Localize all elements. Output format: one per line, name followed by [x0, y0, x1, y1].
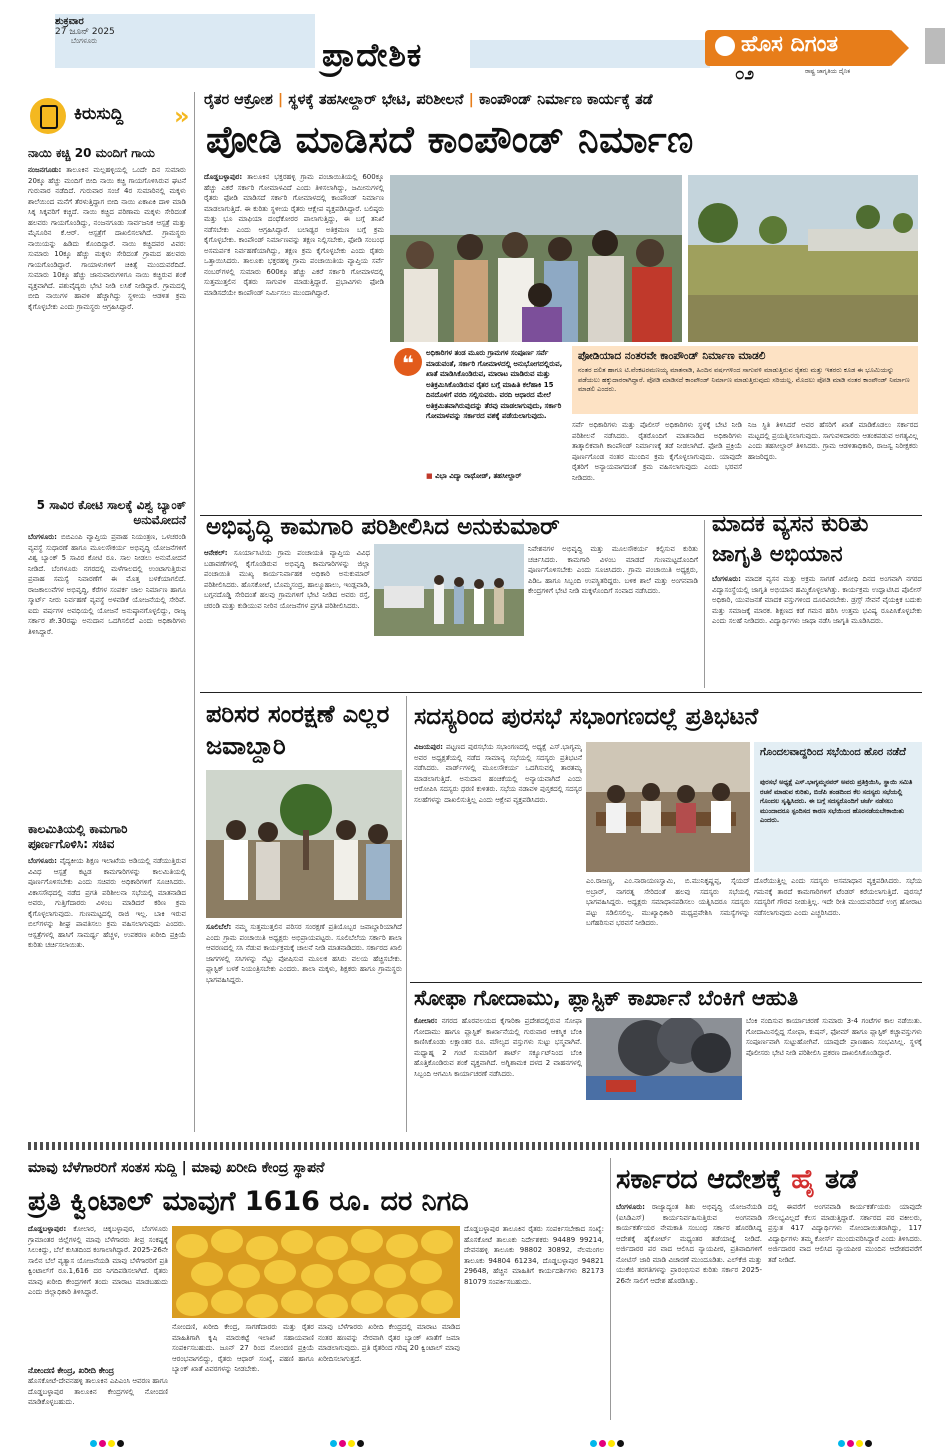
- fire-photo: [586, 1018, 742, 1100]
- sofa-col3: [746, 1016, 922, 1136]
- yellow-dot: [856, 1440, 863, 1447]
- crowd-illustration: [390, 175, 682, 342]
- kiru-brief-1: [28, 146, 186, 499]
- black-dot: [357, 1440, 364, 1447]
- cyan-dot: [90, 1440, 97, 1447]
- brief-body: [28, 856, 186, 1156]
- page-number: ೦೨: [735, 64, 755, 84]
- court-headline-post: ತಡೆ: [824, 1164, 858, 1195]
- compound-land-photo: [688, 175, 918, 342]
- hand-icon: [40, 105, 58, 129]
- parisara-body: [206, 922, 402, 1132]
- kicker-sep: |: [277, 92, 289, 108]
- masthead-right-bar: [470, 40, 710, 68]
- brief-text: ವೈದ್ಯಕೀಯ ಶಿಕ್ಷಣ ಇಲಾಖೆಯ ಅಡಿಯಲ್ಲಿ ನಡೆಯುತ್ತಿರುವ ವಿವಿಧ ಆಸ್ಪತ್ರೆ ಕಟ್ಟಡ ಕಾಮಗಾರಿಗಳನ್ನು ಕಾಲಮಿತಿಯಲ್ಲಿ ಪೂರ್ಣಗೊಳಿಸಬೇಕು ಎಂದು ಸಚಿವರು ಅಧಿಕಾರಿಗಳಿಗೆ ಸೂಚಿಸಿದರು. ವಿಕಾಸಸೌಧದಲ್ಲಿ ನಡೆದ ಪ್ರಗತಿ ಪರಿಶೀಲನಾ ಸಭೆಯಲ್ಲಿ ಮಾತನಾಡಿದ ಅವರು, ಗುತ್ತಿಗೆದಾರರು ವಿಳಂಬ ಮಾಡಿದರೆ ಕಠಿಣ ಕ್ರಮ ಕೈಗೊಳ್ಳಲಾಗುವುದು. ಗುಣಮಟ್ಟದಲ್ಲಿ ರಾಜಿ ಇಲ್ಲ. ಬಾಕಿ ಇರುವ ಬಿಲ್‌ಗಳನ್ನು ಶೀಘ್ರ ಪಾವತಿಸಲು ಕ್ರಮ ವಹಿಸಲಾಗುವುದು ಎಂದರು. ಆಸ್ಪತ್ರೆಗಳಲ್ಲಿ ಹಾಸಿಗೆ ಸಾಮರ್ಥ್ಯ ಹೆಚ್ಚಳ, ಉಪಕರಣ ಖರೀದಿ ಪ್ರಕ್ರಿಯೆ ಕುರಿತು ಚರ್ಚಿಸಲಾಯಿತು.: [28, 857, 186, 949]
- court-dateline: ಬೆಂಗಳೂರು:: [616, 1203, 645, 1211]
- magenta-dot: [99, 1440, 106, 1447]
- council-meeting-photo: [586, 742, 750, 872]
- anukumar-col2-text: ನಿವೇಶನಗಳ ಅಭಿವೃದ್ಧಿ ಮತ್ತು ಮೂಲಸೌಕರ್ಯ ಕಲ್ಪಿಸುವ ಕುರಿತು ಚರ್ಚಿಸಿದರು. ಕಾಮಗಾರಿ ವಿಳಂಬ ಮಾಡದೆ ಗುಣಮಟ್ಟದೊಂದಿಗೆ ಪೂರ್ಣಗೊಳಿಸಬೇಕು ಎಂದು ಸೂಚಿಸಿದರು. ಗ್ರಾಮ ಪಂಚಾಯಿತಿ ಅಧ್ಯಕ್ಷರು, ಪಿಡಿಒ ಹಾಗೂ ಸಿಬ್ಬಂದಿ ಉಪಸ್ಥಿತರಿದ್ದರು. ಬಳಿಕ ಶಾಲೆ ಮತ್ತು ಅಂಗನವಾಡಿ ಕೇಂದ್ರಗಳಿಗೆ ಭೇಟಿ ನೀಡಿ ಮಕ್ಕಳೊಂದಿಗೆ ಸಂವಾದ ನಡೆಸಿದರು.: [528, 545, 698, 595]
- masthead-city: ಬೆಂಗಳೂರು: [71, 37, 98, 45]
- sidebar-text: ನಂತರ ದಲಿತ ಹಾಗೂ ಟಿ.ವೆಂಕಟರಮಣಯ್ಯ ಮಾತನಾಡಿ, ಹಿಂದಿನ ವರ್ಷಗಳಿಂದ ಸಾಗುವಳಿ ಮಾಡುತ್ತಿರುವ ರೈತರು ಮತ್ತು ಇತರರು ಕೂಡ ಈ ಭೂಮಿಯನ್ನು ಪಡೆಯಲು ಹಕ್ಕುದಾರರಾಗಿದ್ದಾರೆ. ಪೋಡಿ ಮಾಡಿಸದೆ ಕಾಂಪೌಂಡ್ ನಿರ್ಮಾಣ ಮಾಡುತ್ತಿರುವುದು ಸರಿಯಲ್ಲ. ಮೊದಲು ಪೋಡಿ ಮಾಡಿ ನಂತರ ಕಾಂಪೌಂಡ್ ನಿರ್ಮಾಣ ಮಾಡಲಿ ಎಂದರು.: [578, 366, 910, 393]
- mango-photo: [172, 1226, 460, 1318]
- mango-col2: [172, 1322, 314, 1418]
- tree-planting-photo: [206, 770, 402, 918]
- mango-sub-title: ನೋಂದಣಿ ಕೇಂದ್ರ, ಖರೀದಿ ಕೇಂದ್ರ: [28, 1366, 115, 1375]
- section-title: ಪ್ರಾದೇಶಿಕ: [322, 36, 423, 74]
- sofa-headline: ಸೋಫಾ ಗೋದಾಮು, ಪ್ಲಾಸ್ಟಿಕ್ ಕಾರ್ಖಾನೆ ಬೆಂಕಿಗೆ ಆಹುತಿ: [414, 986, 799, 1010]
- court-col1: [616, 1202, 762, 1418]
- anukumar-headline: ಅಭಿವೃದ್ಧಿ ಕಾಮಗಾರಿ ಪರಿಶೀಲಿಸಿದ ಅನುಕುಮಾರ್: [206, 514, 560, 540]
- yellow-dot: [348, 1440, 355, 1447]
- lead-col5: [572, 420, 742, 512]
- kiru-brief-2: [28, 498, 186, 812]
- left-column-divider: [194, 92, 195, 1132]
- madaka-headline: ಮಾದಕ ವ್ಯಸನ ಕುರಿತು ಜಾಗೃತಿ ಅಭಿಯಾನ: [712, 512, 869, 567]
- brief-body: [28, 532, 186, 812]
- land-illustration: [688, 175, 918, 342]
- chevron-right-icon: »: [174, 102, 190, 130]
- court-left-divider: [610, 1158, 611, 1420]
- inspection-illustration: [374, 544, 524, 636]
- sadasya-dateline: ವಿಜಯಪುರ:: [414, 743, 443, 751]
- court-headline-hl: ಹೈ: [791, 1164, 816, 1195]
- paper-tagline: ರಾಷ್ಟ್ರ ಜಾಗೃತಿಯ ದೈನಿಕ: [805, 68, 851, 75]
- madaka-body: [712, 574, 922, 686]
- madaka-text: ಮಾದಕ ವ್ಯಸನ ಮತ್ತು ಅಕ್ರಮ ಸಾಗಣೆ ವಿರೋಧಿ ದಿನದ ಅಂಗವಾಗಿ ನಗರದ ವಿದ್ಯಾಸಂಸ್ಥೆಯಲ್ಲಿ ಜಾಗೃತಿ ಅಭಿಯಾನ ಹಮ್ಮಿಕೊಳ್ಳಲಾಗಿತ್ತು. ಕಾರ್ಯಕ್ರಮ ಉದ್ಘಾಟಿಸಿದ ಪೊಲೀಸ್ ಅಧಿಕಾರಿ, ಯುವಜನತೆ ಮಾದಕ ವಸ್ತುಗಳಿಂದ ದೂರವಿರಬೇಕು. ಡ್ರಗ್ಸ್ ಸೇವನೆ ವೈಯಕ್ತಿಕ ಬದುಕು ಮತ್ತು ಸಮಾಜಕ್ಕೆ ಮಾರಕ. ಶಿಕ್ಷಣದ ಕಡೆ ಗಮನ ಹರಿಸಿ ಉತ್ತಮ ಭವಿಷ್ಯ ರೂಪಿಸಿಕೊಳ್ಳಬೇಕು ಎಂದು ಸಲಹೆ ನೀಡಿದರು. ವಿದ್ಯಾರ್ಥಿಗಳು ಜಾಥಾ ನಡೆಸಿ ಜಾಗೃತಿ ಮೂಡಿಸಿದರು.: [712, 575, 922, 625]
- brief-text: ತಾಲೂಕಿನ ಮಲ್ಲಹಳ್ಳಿಯಲ್ಲಿ ಒಂದೇ ದಿನ ಸುಮಾರು 20ಕ್ಕೂ ಹೆಚ್ಚು ಮಂದಿಗೆ ಬೀದಿ ನಾಯಿ ಕಚ್ಚಿ ಗಾಯಗೊಳಿಸಿರುವ ಘಟನೆ ಗುರುವಾರ ನಡೆದಿದೆ. ಗುರುವಾರ ಸಂಜೆ 4ರ ಸುಮಾರಿನಲ್ಲಿ ಮಕ್ಕಳು ಶಾಲೆಯಿಂದ ಮನೆಗೆ ತೆರಳುತ್ತಿದ್ದಾಗ ಬೀದಿ ನಾಯಿ ಏಕಾಏಕಿ ದಾಳಿ ಮಾಡಿ ಸಿಕ್ಕ ಸಿಕ್ಕವರಿಗೆ ಕಚ್ಚಿದೆ. ನಾಯಿ ಕಚ್ಚಿದ ಪರಿಣಾಮ ಮಕ್ಕಳು ಸೇರಿದಂತೆ ಹಲವರು ಗಾಯಗೊಂಡಿದ್ದು, ನಂಜನಗೂಡು ಸಾರ್ವಜನಿಕ ಆಸ್ಪತ್ರೆ ಮತ್ತು ಮೈಸೂರಿನ ಕೆ.ಆರ್. ಆಸ್ಪತ್ರೆಗೆ ದಾಖಲಿಸಲಾಗಿದೆ. ಗ್ರಾಮಸ್ಥರು ನಾಯಿಯನ್ನು ಹಿಡಿದು ಕೊಂದಿದ್ದಾರೆ. ನಾಯಿ ಕಚ್ಚಿದವರ ವಿವರ: ಸುಮಾರು 10ಕ್ಕೂ ಹೆಚ್ಚು ಮಕ್ಕಳು ಸೇರಿದಂತೆ ಗ್ರಾಮದ ಹಲವರು ಗಾಯಗೊಂಡಿದ್ದಾರೆ. ಗಾಯಾಳುಗಳಿಗೆ ಚಿಕಿತ್ಸೆ ಮುಂದುವರೆದಿದೆ. ಸುಮಾರು 10ಕ್ಕೂ ಹೆಚ್ಚು ಜಾನುವಾರುಗಳಿಗೂ ನಾಯಿ ಕಚ್ಚಿರುವ ಶಂಕೆ ವ್ಯಕ್ತವಾಗಿದೆ. ಪಶುವೈದ್ಯರು ಭೇಟಿ ನೀಡಿ ಲಸಿಕೆ ನೀಡಿದ್ದಾರೆ. ಗ್ರಾಮದಲ್ಲಿ ಬೀದಿ ನಾಯಿಗಳ ಹಾವಳಿ ಹೆಚ್ಚಾಗಿದ್ದು ಸ್ಥಳೀಯ ಆಡಳಿತ ಕ್ರಮ ಕೈಗೊಳ್ಳಬೇಕು ಎಂದು ಗ್ರಾಮಸ್ಥರು ಆಗ್ರಹಿಸಿದ್ದಾರೆ.: [28, 166, 186, 311]
- masthead: [0, 0, 945, 86]
- yellow-dot: [608, 1440, 615, 1447]
- black-dot: [617, 1440, 624, 1447]
- mango-dateline: ದೊಡ್ಡಬಳ್ಳಾಪುರ:: [28, 1225, 67, 1233]
- inspection-photo: [374, 544, 524, 636]
- tahsildar-quote: [392, 346, 570, 506]
- sofa-col1: [414, 1016, 582, 1136]
- lead-headline: ಪೋಡಿ ಮಾಡಿಸದೆ ಕಾಂಪೌಂಡ್ ನಿರ್ಮಾಣ: [206, 118, 694, 161]
- cyan-dot: [590, 1440, 597, 1447]
- mid-rule: [200, 692, 922, 693]
- paper-logo: [705, 30, 917, 86]
- mango-headline: ಪ್ರತಿ ಕ್ವಿಂಟಾಲ್ ಮಾವುಗೆ 1616 ರೂ. ದರ ನಿಗದಿ: [28, 1186, 469, 1217]
- sadasya-col2: [586, 876, 750, 980]
- magenta-dot: [599, 1440, 606, 1447]
- bottom-separator: [28, 1142, 922, 1150]
- black-dot: [865, 1440, 872, 1447]
- kicker-part-1: ರೈತರ ಆಕ್ರೋಶ: [204, 92, 273, 108]
- sofa-dateline: ಕೋಲಾರ:: [414, 1017, 438, 1025]
- mango-col1-text: ಕೋಲಾರ, ಚಿಕ್ಕಬಳ್ಳಾಪುರ, ಬೆಂಗಳೂರು ಗ್ರಾಮಾಂತರ ಜಿಲ್ಲೆಗಳಲ್ಲಿ ಮಾವು ಬೆಳೆಗಾರರು ತೀವ್ರ ಸಂಕಷ್ಟಕ್ಕೆ ಸಿಲುಕಿದ್ದು, ಬೆಲೆ ಕುಸಿತದಿಂದ ಕಂಗಾಲಾಗಿದ್ದಾರೆ. 2025-26ನೇ ಸಾಲಿನ ಬೆಲೆ ವ್ಯತ್ಯಾಸ ಯೋಜನೆಯಡಿ ಮಾವು ಬೆಳೆಗಾರರಿಗೆ ಪ್ರತಿ ಕ್ವಿಂಟಾಲ್‌ಗೆ ರೂ.1,616 ದರ ನಿಗದಿಪಡಿಸಲಾಗಿದೆ. ರೈತರು ಮಾವು ಖರೀದಿ ಕೇಂದ್ರಗಳಿಗೆ ತಂದು ಮಾರಾಟ ಮಾಡಬಹುದು ಎಂದು ಜಿಲ್ಲಾಧಿಕಾರಿ ತಿಳಿಸಿದ್ದಾರೆ.: [28, 1225, 168, 1296]
- mango-col3-text: ಮಾವು ಬೆಳೆಗಾರರು ಖರೀದಿ ಕೇಂದ್ರದಲ್ಲಿ ಮಾರಾಟ ಮಾಡಿದ ನಂತರ ಹಣವನ್ನು ನೇರವಾಗಿ ರೈತರ ಬ್ಯಾಂಕ್ ಖಾತೆಗೆ ಜಮಾ ಮಾಡಲಾಗುವುದು. ಪ್ರತಿ ರೈತರಿಂದ ಗರಿಷ್ಠ 20 ಕ್ವಿಂಟಾಲ್ ಮಾವು ಖರೀದಿಸಲಾಗುತ್ತದೆ.: [318, 1323, 460, 1363]
- meeting-illustration: [586, 742, 750, 872]
- print-registration-dots-left: [90, 1432, 126, 1451]
- mango-col4: [464, 1224, 604, 1418]
- lead-col1: [204, 172, 384, 512]
- sofa-col3-text: ಬೆಂಕಿ ನಂದಿಸುವ ಕಾರ್ಯಾಚರಣೆ ಸುಮಾರು 3-4 ಗಂಟೆಗಳ ಕಾಲ ನಡೆಯಿತು. ಗೋದಾಮಿನಲ್ಲಿದ್ದ ಸೋಫಾ, ಕುಷನ್, ಫೋಮ್ ಹಾಗೂ ಪ್ಲಾಸ್ಟಿಕ್ ಕಚ್ಚಾವಸ್ತುಗಳು ಸಂಪೂರ್ಣವಾಗಿ ಸುಟ್ಟುಹೋಗಿವೆ. ಯಾವುದೇ ಪ್ರಾಣಹಾನಿ ಸಂಭವಿಸಿಲ್ಲ. ಸ್ಥಳಕ್ಕೆ ಪೊಲೀಸರು ಭೇಟಿ ನೀಡಿ ಪರಿಶೀಲಿಸಿ ಪ್ರಕರಣ ದಾಖಲಿಸಿಕೊಂಡಿದ್ದಾರೆ.: [746, 1017, 922, 1057]
- page-corner-tab: [925, 28, 945, 64]
- yellow-dot: [108, 1440, 115, 1447]
- sadasya-col1-text: ಪಟ್ಟಣದ ಪುರಸಭೆಯ ಸಭಾಂಗಣದಲ್ಲಿ ಅಧ್ಯಕ್ಷೆ ಎಸ್.ಭಾಗ್ಯಮ್ಮ ಅವರ ಅಧ್ಯಕ್ಷತೆಯಲ್ಲಿ ನಡೆದ ಸಾಮಾನ್ಯ ಸಭೆಯಲ್ಲಿ ಸದಸ್ಯರು ಪ್ರತಿಭಟನೆ ನಡೆಸಿದರು. ವಾರ್ಡ್‌ಗಳಲ್ಲಿ ಮೂಲಸೌಕರ್ಯ ಒದಗಿಸುವಲ್ಲಿ ತಾರತಮ್ಯ ಮಾಡಲಾಗುತ್ತಿದೆ. ಅನುದಾನ ಹಂಚಿಕೆಯಲ್ಲಿ ಅನ್ಯಾಯವಾಗಿದೆ ಎಂದು ಆರೋಪಿಸಿ ಸದಸ್ಯರು ಧರಣಿ ಕುಳಿತರು. ಸಭೆಯ ನಡಾವಳಿ ಪುಸ್ತಕದಲ್ಲಿ ಸದಸ್ಯರ ಸಲಹೆಗಳನ್ನು ದಾಖಲಿಸುತ್ತಿಲ್ಲ ಎಂದು ಆಕ್ಷೇಪ ವ್ಯಕ್ತಪಡಿಸಿದರು.: [414, 743, 582, 804]
- court-col1-text: ರಾಜ್ಯಾದ್ಯಂತ ಶಿಶು ಅಭಿವೃದ್ಧಿ ಯೋಜನೆಯಡಿ (ಐಸಿಡಿಎಸ್) ಕಾರ್ಯನಿರ್ವಹಿಸುತ್ತಿರುವ ಅಂಗನವಾಡಿ ಕಾರ್ಯಕರ್ತೆಯರ ನೇಮಕಾತಿ ಸಂಬಂಧ ಸರ್ಕಾರ ಹೊರಡಿಸಿದ್ದ ಆದೇಶಕ್ಕೆ ಹೈಕೋರ್ಟ್ ಮಧ್ಯಂತರ ತಡೆಯಾಜ್ಞೆ ನೀಡಿದೆ. ಅರ್ಜಿದಾರರ ಪರ ವಾದ ಆಲಿಸಿದ ನ್ಯಾಯಪೀಠ, ಪ್ರತಿವಾದಿಗಳಿಗೆ ನೋಟಿಸ್ ಜಾರಿ ಮಾಡಿ ವಿಚಾರಣೆ ಮುಂದೂಡಿತು. ಎಲ್‌ಕೆಜಿ ಮತ್ತು ಯುಕೆಜಿ ತರಗತಿಗಳನ್ನು ಪ್ರಾರಂಭಿಸುವ ಕುರಿತು ಸರ್ಕಾರ 2025-26ನೇ ಸಾಲಿಗೆ ಆದೇಶ ಹೊರಡಿಸಿತ್ತು.: [616, 1203, 762, 1285]
- anukumar-col1-text: ಸೂರ್ಯಾಸಿಟಿಯ ಗ್ರಾಮ ಪಂಚಾಯತಿ ವ್ಯಾಪ್ತಿಯ ವಿವಿಧ ಬಡಾವಣೆಗಳಲ್ಲಿ ಕೈಗೊಂಡಿರುವ ಅಭಿವೃದ್ಧಿ ಕಾಮಗಾರಿಗಳನ್ನು ಜಿಲ್ಲಾ ಪಂಚಾಯಿತಿ ಮುಖ್ಯ ಕಾರ್ಯನಿರ್ವಾಹಕ ಅಧಿಕಾರಿ ಅನುಕುಮಾರ್ ಪರಿಶೀಲಿಸಿದರು. ಹೊಸಕೋಟೆ, ಬೊಮ್ಮಸಂದ್ರ, ಹಾಲ್ಮೂಹಾಲು, ಇಂಡ್ಲವಾಡಿ, ಬಗ್ಗನದೊಡ್ಡಿ ಸೇರಿದಂತೆ ಹಲವು ಗ್ರಾಮಗಳಿಗೆ ಭೇಟಿ ನೀಡಿದ ಅವರು ರಸ್ತೆ, ಚರಂಡಿ ಮತ್ತು ಕುಡಿಯುವ ನೀರಿನ ಯೋಜನೆಗಳ ಪ್ರಗತಿ ಪರಿಶೀಲಿಸಿದರು.: [204, 549, 370, 610]
- masthead-date: 27 ಜೂನ್ 2025: [55, 27, 115, 37]
- sadasya-col2-text: ಎಂ.ರಾಜಣ್ಣ, ಎಂ.ನಾರಾಯಣಸ್ವಾಮಿ, ಬಿ.ಮುನಿಕೃಷ್ಣಪ್ಪ, ಸೈಯದ್ ಅಬ್ರಾರ್, ನಾಗರತ್ನ ಸೇರಿದಂತೆ ಹಲವು ಸದಸ್ಯರು ಸಭೆಯಲ್ಲಿ ಭಾಗವಹಿಸಿದ್ದರು. ಅಧ್ಯಕ್ಷರು ಸಮಾಧಾನಪಡಿಸಲು ಯತ್ನಿಸಿದರೂ ಸದಸ್ಯರು ಪಟ್ಟು ಸಡಿಲಿಸಲಿಲ್ಲ. ಮುಖ್ಯಾಧಿಕಾರಿ ಮಧ್ಯಪ್ರವೇಶಿಸಿ ಸಮಸ್ಯೆಗಳನ್ನು ಬಗೆಹರಿಸುವ ಭರವಸೆ ನೀಡಿದರು.: [586, 877, 750, 927]
- sadasya-col3: [754, 876, 922, 980]
- sadasya-col1: [414, 742, 582, 898]
- court-col2-text: ದಲ್ಲಿ ಈವರೆಗೆ ಅಂಗನವಾಡಿ ಕಾರ್ಯಕರ್ತೆಯರು ಯಾವುದೇ ಸೌಲಭ್ಯವಿಲ್ಲದೆ ಕೆಲಸ ಮಾಡುತ್ತಿದ್ದಾರೆ. ಸರ್ಕಾರದ ಪರ ವಕೀಲರು, ಪ್ರಸ್ತುತ 417 ವಿದ್ಯಾರ್ಥಿಗಳು ನೋಂದಾಯಿತರಾಗಿದ್ದು, 117 ವಿದ್ಯಾರ್ಥಿಗಳು ತಮ್ಮ ಕೋರ್ಸ್ ಮುಂದುವರಿಸಿದ್ದಾರೆ ಎಂದು ತಿಳಿಸಿದರು. ಅರ್ಜಿದಾರರ ವಾದ ಆಲಿಸಿದ ನ್ಯಾಯಪೀಠ ಮುಂದಿನ ಆದೇಶದವರೆಗೆ ತಡೆ ನೀಡಿದೆ.: [768, 1203, 922, 1264]
- lead-col6-text: ನಿಜ ಸ್ಥಿತಿ ತಿಳಿಸಿದರೆ ಅವರ ಹೆಸರಿಗೆ ಖಾತೆ ಮಾಡಿಕೊಡಲು ಸರ್ಕಾರದ ಮಟ್ಟದಲ್ಲಿ ಪ್ರಯತ್ನಿಸಲಾಗುವುದು. ಸಾಗುವಳಿದಾರರು ಆತಂಕಪಡುವ ಅಗತ್ಯವಿಲ್ಲ ಎಂದು ತಹಸೀಲ್ದಾರ್ ತಿಳಿಸಿದರು. ಗ್ರಾಮ ಆಡಳಿತಾಧಿಕಾರಿ, ರಾಜಸ್ವ ನಿರೀಕ್ಷಕರು ಹಾಜರಿದ್ದರು.: [748, 421, 918, 461]
- quote-icon: ❝: [394, 348, 422, 376]
- quote-attribution: ■ ವಿಭಾ ವಿದ್ಯಾ ರಾಥೋಡ್, ತಹಸೀಲ್ದಾರ್: [426, 472, 522, 480]
- brief-body: [28, 165, 186, 499]
- lead-dateline: ದೊಡ್ಡಬಳ್ಳಾಪುರ:: [204, 173, 243, 181]
- court-headline: [616, 1160, 858, 1200]
- mango-col2-text: ನೋಂದಣಿ, ಖರೀದಿ ಕೇಂದ್ರ, ಸಾಗಣೆದಾರರು ಮತ್ತು ರೈತರ ಮಾಹಿತಿಗಾಗಿ ಕೃಷಿ ಮಾರುಕಟ್ಟೆ ಇಲಾಖೆ ಸಹಾಯವಾಣಿ ಸಂಪರ್ಕಿಸಬಹುದು. ಜೂನ್ 27 ರಿಂದ ನೋಂದಣಿ ಪ್ರಕ್ರಿಯೆ ಆರಂಭವಾಗಲಿದ್ದು, ರೈತರು ಆಧಾರ್ ಸಂಖ್ಯೆ, ಪಹಣಿ ಹಾಗೂ ಬ್ಯಾಂಕ್ ಖಾತೆ ವಿವರಗಳನ್ನು ನೀಡಬೇಕು.: [172, 1323, 314, 1373]
- madaka-dateline: ಬೆಂಗಳೂರು:: [712, 575, 741, 583]
- masthead-day: ಶುಕ್ರವಾರ: [55, 16, 84, 27]
- print-registration-dots-right: [838, 1432, 874, 1451]
- farmers-crowd-photo: [390, 175, 682, 342]
- parisara-text: ನಮ್ಮ ಸುತ್ತಮುತ್ತಲಿನ ಪರಿಸರ ಸಂರಕ್ಷಣೆ ಪ್ರತಿಯೊಬ್ಬರ ಜವಾಬ್ದಾರಿಯಾಗಿದೆ ಎಂದು ಗ್ರಾಮ ಪಂಚಾಯಿತಿ ಅಧ್ಯಕ್ಷರು ಅಭಿಪ್ರಾಯಪಟ್ಟರು. ಸೂಲಿಬೆಲೆಯ ಸರ್ಕಾರಿ ಶಾಲಾ ಆವರಣದಲ್ಲಿ ಸಸಿ ನೆಡುವ ಕಾರ್ಯಕ್ರಮಕ್ಕೆ ಚಾಲನೆ ನೀಡಿ ಮಾತನಾಡಿದರು. ಸರ್ಕಾರದ ಖಾಲಿ ಜಾಗಗಳಲ್ಲಿ ಸಸಿಗಳನ್ನು ನೆಟ್ಟು ಪೋಷಿಸುವ ಮೂಲಕ ಹಸಿರು ವಲಯ ಹೆಚ್ಚಿಸಬೇಕು. ಪ್ಲಾಸ್ಟಿಕ್ ಬಳಕೆ ನಿಯಂತ್ರಿಸಬೇಕು ಎಂದರು. ಶಾಲಾ ಮಕ್ಕಳು, ಶಿಕ್ಷಕರು ಹಾಗೂ ಗ್ರಾಮಸ್ಥರು ಭಾಗವಹಿಸಿದ್ದರು.: [206, 923, 402, 984]
- kiru-header: [30, 96, 190, 138]
- kiru-brief-3: [28, 822, 186, 1156]
- kicker-part-3: ಕಾಂಪೌಂಡ್ ನಿರ್ಮಾಣ ಕಾರ್ಯಕ್ಕೆ ತಡೆ: [478, 92, 653, 108]
- brief-headline: ಕಾಲಮಿತಿಯಲ್ಲಿ ಕಾಮಗಾರಿ ಪೂರ್ಣಗೊಳಿಸಿ: ಸಚಿವ: [28, 822, 128, 851]
- date-block: [55, 16, 175, 46]
- box-text: ಪುರಸಭೆ ಅಧ್ಯಕ್ಷೆ ಎಸ್.ಭಾಗ್ಯಮ್ಮನವರ್ ಅವರು ಪ್ರತಿಕ್ರಿಯಿಸಿ, ಸ್ಥಾಯಿ ಸಮಿತಿ ರಚನೆ ಮಾಡುವ ಕುರಿತು, ಬಿಜೆಪಿ ತಂಡದಿಂದ ಕೆಲ ಸದಸ್ಯರು ಸಭೆಯಲ್ಲಿ ಗೊಂದಲ ಸೃಷ್ಟಿಸಿದರು. ಈ ಬಗ್ಗೆ ಸದಸ್ಯರೊಂದಿಗೆ ಚರ್ಚೆ ನಡೆಸಲು ಮುಂದಾದರೂ ಸ್ಪಂದಿಸದ ಕಾರಣ ಸಭೆಯಿಂದ ಹೊರನಡೆಯಬೇಕಾಯಿತು ಎಂದರು.: [760, 778, 913, 824]
- mango-col3: [318, 1322, 460, 1418]
- print-registration-dots-mid: [590, 1432, 626, 1451]
- cyan-dot: [330, 1440, 337, 1447]
- mango-kicker: ಮಾವು ಬೆಳೆಗಾರರಿಗೆ ಸಂತಸ ಸುದ್ದಿ | ಮಾವು ಖರೀದಿ ಕೇಂದ್ರ ಸ್ಥಾಪನೆ: [28, 1160, 325, 1176]
- logo-tail: [891, 30, 909, 66]
- parisara-dateline: ಸೂಲಿಬೆಲೆ:: [206, 923, 232, 931]
- sadasya-headline: ಸದಸ್ಯರಿಂದ ಪುರಸಭೆ ಸಭಾಂಗಣದಲ್ಲೆ ಪ್ರತಿಭಟನೆ: [414, 704, 759, 730]
- brief-text: ಬಿಬಿಎಂಪಿ ವ್ಯಾಪ್ತಿಯ ಪ್ರವಾಹ ನಿಯಂತ್ರಣ, ಒಳಚರಂಡಿ ವ್ಯವಸ್ಥೆ ಸುಧಾರಣೆ ಹಾಗೂ ಮೂಲಸೌಕರ್ಯ ಅಭಿವೃದ್ಧಿ ಯೋಜನೆಗಳಿಗೆ ವಿಶ್ವ ಬ್ಯಾಂಕ್ 5 ಸಾವಿರ ಕೋಟಿ ರೂ. ಸಾಲ ನೀಡಲು ಅನುಮೋದನೆ ನೀಡಿದೆ. ಬೆಂಗಳೂರು ನಗರದಲ್ಲಿ ಮಳೆಗಾಲದಲ್ಲಿ ಉಂಟಾಗುತ್ತಿರುವ ಪ್ರವಾಹ ಸಮಸ್ಯೆ ನಿವಾರಣೆಗೆ ಈ ಮೊತ್ತ ಬಳಕೆಯಾಗಲಿದೆ. ರಾಜಕಾಲುವೆಗಳ ಅಭಿವೃದ್ಧಿ, ಕೆರೆಗಳ ಸಂಪರ್ಕ ಜಾಲ ನಿರ್ಮಾಣ ಹಾಗೂ ಸ್ಮಾರ್ಟ್ ನೀರು ನಿರ್ವಹಣೆ ವ್ಯವಸ್ಥೆ ಅಳವಡಿಕೆ ಯೋಜನೆಯಲ್ಲಿ ಸೇರಿವೆ. ಐದು ವರ್ಷಗಳ ಅವಧಿಯಲ್ಲಿ ಯೋಜನೆ ಅನುಷ್ಠಾನಗೊಳ್ಳಲಿದ್ದು, ರಾಜ್ಯ ಸರ್ಕಾರ ಶೇ.30ರಷ್ಟು ಅನುದಾನ ಒದಗಿಸಲಿದೆ ಎಂದು ಅಧಿಕಾರಿಗಳು ತಿಳಿಸಿದ್ದಾರೆ.: [28, 533, 186, 636]
- lead-sidebar-box: [572, 346, 918, 414]
- magenta-dot: [339, 1440, 346, 1447]
- anukumar-right-divider: [704, 520, 705, 688]
- quote-by: ವಿಭಾ ವಿದ್ಯಾ ರಾಥೋಡ್, ತಹಸೀಲ್ದಾರ್: [435, 472, 522, 480]
- court-col2: [768, 1202, 922, 1418]
- magenta-dot: [847, 1440, 854, 1447]
- mango-col1: [28, 1224, 168, 1362]
- cyan-dot: [838, 1440, 845, 1447]
- anukumar-dateline: ಆನೇಕಲ್:: [204, 549, 228, 557]
- mango-col4-text: ದೊಡ್ಡಬಳ್ಳಾಪುರ ತಾಲೂಕಿನ ರೈತರು ಸಂಪರ್ಕಿಸಬೇಕಾದ ಸಂಖ್ಯೆ: ಹೊಸಕೋಟೆ ತಾಲೂಕು ನಿರ್ದೇಶಕರು 94489 99214, ದೇವನಹಳ್ಳಿ ತಾಲೂಕು 98802 30892, ನೆಲಮಂಗಲ ತಾಲೂಕು 94804 61234, ದೊಡ್ಡಬಳ್ಳಾಪುರ 94821 29648, ಹೆಚ್ಚಿನ ಮಾಹಿತಿಗೆ ಕಾರ್ಯದರ್ಶಿಗಳು 82173 81079 ಸಂಪರ್ಕಿಸಬಹುದು.: [464, 1225, 604, 1286]
- lead-col6: [748, 420, 918, 512]
- sofa-col1-text: ನಗರದ ಹೊರವಲಯದ ಕೈಗಾರಿಕಾ ಪ್ರದೇಶದಲ್ಲಿರುವ ಸೋಫಾ ಗೋದಾಮು ಹಾಗೂ ಪ್ಲಾಸ್ಟಿಕ್ ಕಾರ್ಖಾನೆಯಲ್ಲಿ ಗುರುವಾರ ಆಕಸ್ಮಿಕ ಬೆಂಕಿ ಕಾಣಿಸಿಕೊಂಡು ಲಕ್ಷಾಂತರ ರೂ. ಮೌಲ್ಯದ ವಸ್ತುಗಳು ಸುಟ್ಟು ಭಸ್ಮವಾಗಿವೆ. ಮಧ್ಯಾಹ್ನ 2 ಗಂಟೆ ಸುಮಾರಿಗೆ ಶಾರ್ಟ್ ಸರ್ಕ್ಯೂಟ್‌ನಿಂದ ಬೆಂಕಿ ಹೊತ್ತಿಕೊಂಡಿರುವ ಶಂಕೆ ವ್ಯಕ್ತವಾಗಿದೆ. ಅಗ್ನಿಶಾಮಕ ದಳದ 2 ವಾಹನಗಳಲ್ಲಿ ಸಿಬ್ಬಂದಿ ಆಗಮಿಸಿ ಕಾರ್ಯಾಚರಣೆ ನಡೆಸಿದರು.: [414, 1017, 582, 1078]
- parisara-headline: ಪರಿಸರ ಸಂರಕ್ಷಣೆ ಎಲ್ಲರ ಜವಾಬ್ದಾರಿ: [206, 700, 390, 760]
- lead-col1-text: ತಾಲೂಕಿನ ಭಕ್ತರಹಳ್ಳಿ ಗ್ರಾಮ ಪಂಚಾಯಿತಿಯಲ್ಲಿ 600ಕ್ಕೂ ಹೆಚ್ಚು ಎಕರೆ ಸರ್ಕಾರಿ ಗೋಮಾಳವಿದೆ ಎಂದು ತಿಳಿಸಲಾಗಿದ್ದು, ಜಮೀನುಗಳಲ್ಲಿ ರೈತರು ಫೋಡಿ ಮಾಡಿಸದೆ ಸರ್ಕಾರಿ ಗೋಮಾಳದಲ್ಲಿ ಕಾಂಪೌಂಡ್ ನಿರ್ಮಾಣ ಮಾಡಲಾಗುತ್ತಿದೆ. ಈ ಕುರಿತು ಸ್ಥಳೀಯ ರೈತರು ಆಕ್ಷೇಪ ವ್ಯಕ್ತಪಡಿಸಿದ್ದಾರೆ. ಬಲಿಷ್ಠರು ಮತ್ತು ಭೂ ಮಾಫಿಯಾ ದಂಧೆಕೋರರ ಪಾಲಾಗುತ್ತಿದ್ದು, ಈ ಬಗ್ಗೆ ತನಿಖೆ ನಡೆಸಬೇಕು ಎಂದು ಆಗ್ರಹಿಸಿದ್ದಾರೆ. ಬಲಾಢ್ಯರ ಅತಿಕ್ರಮಣ ಬಗ್ಗೆ ಕ್ರಮ ಕೈಗೊಳ್ಳಬೇಕು. ಕಾಂಪೌಂಡ್ ನಿರ್ಮಾಣವನ್ನು ತಕ್ಷಣ ನಿಲ್ಲಿಸಬೇಕು, ಫೋಡಿ ಸಂಬಂಧ ಅಸಮರ್ಪಕ ನಿರ್ವಹಣೆಯಾಗಿದ್ದು, ತಕ್ಷಣ ಕ್ರಮ ಕೈಗೊಳ್ಳಬೇಕು ಎಂದು ರೈತರು ಒತ್ತಾಯಿಸಿದರು. ತಾಲೂಕು ಭಕ್ತರಹಳ್ಳಿ ಗ್ರಾಮ ಪಂಚಾಯಿತಿಯ ವ್ಯಾಪ್ತಿಯ ಸರ್ವೆ ನಂಬರ್‌ಗಳಲ್ಲಿ ಸುಮಾರು 600ಕ್ಕೂ ಹೆಚ್ಚು ಎಕರೆ ಸರ್ಕಾರಿ ಗೋಮಾಳದಲ್ಲಿ ಸುತ್ತಮುತ್ತಲಿನ ರೈತರು ಸಾಗುವಳಿ ಮಾಡುತ್ತಿದ್ದಾರೆ. ಪ್ರಭಾವಿಗಳು ಫೋಡಿ ಮಾಡಿಸದೆಯೇ ಕಾಂಪೌಂಡ್ ನಿರ್ಮಿಸಲು ಮುಂದಾಗಿದ್ದಾರೆ.: [204, 173, 384, 297]
- mango-illustration: [172, 1226, 460, 1318]
- fire-illustration: [586, 1018, 742, 1100]
- kiru-title: ಕಿರುಸುದ್ದಿ: [74, 104, 124, 124]
- tree-planting-illustration: [206, 770, 402, 918]
- brief-dateline: ನಂಜನಗೂಡು:: [28, 166, 62, 174]
- quote-text: ಅಧಿಕಾರಿಗಳ ತಂಡ ಮೂರು ಗ್ರಾಮಗಳ ಸಂಪೂರ್ಣ ಸರ್ವೆ ಮಾಡುವಂತೆ, ಸರ್ಕಾರಿ ಗೋಮಾಳದಲ್ಲಿ ಅನುಭೋಗದಲ್ಲಿರುವ, ಖಾತೆ ಮಾಡಿಸಿಕೊಂಡಿರುವ, ಮಾರಾಟ ಮಾಡಿರುವ ಮತ್ತು ಅತಿಕ್ರಮಿಸಿಕೊಂಡಿರುವ ರೈತರ ಬಗ್ಗೆ ಮಾಹಿತಿ ಕಲೆಹಾಕಿ 15 ದಿನದೊಳಗೆ ವರದಿ ಸಲ್ಲಿಸುವರು. ವರದಿ ಆಧಾರದ ಮೇಲೆ ಅತಿಕ್ರಮಿತವಾಗಿರುವುದನ್ನು ತೆರವು ಮಾಡಲಾಗುವುದು, ಸರ್ಕಾರಿ ಗೋಮಾಳವನ್ನು ಸರ್ಕಾರದ ವಶಕ್ಕೆ ಪಡೆಯಲಾಗುವುದು.: [426, 349, 563, 420]
- mango-sub-text: ಹೊಸಕೋಟೆ-ದೇವನಹಳ್ಳಿ ತಾಲೂಕಿನ ಎಪಿಎಂಸಿ ಆವರಣ ಹಾಗೂ ದೊಡ್ಡಬಳ್ಳಾಪುರ ತಾಲೂಕಿನ ಕೇಂದ್ರಗಳಲ್ಲಿ ನೋಂದಣಿ ಮಾಡಿಕೊಳ್ಳಬಹುದು.: [28, 1377, 168, 1406]
- parisara-right-divider: [406, 696, 407, 1132]
- sadasya-box: [754, 742, 922, 872]
- sidebar-title: ಪೋಡಿಯಾದ ನಂತರವೇ ಕಾಂಪೌಂಡ್ ನಿರ್ಮಾಣ ಮಾಡಲಿ: [578, 350, 766, 362]
- mango-sub: [28, 1366, 168, 1416]
- anukumar-col1: [204, 548, 370, 688]
- brief-dateline: ಬೆಂಗಳೂರು:: [28, 533, 57, 541]
- sun-icon: [715, 36, 735, 56]
- paper-name: ಹೊಸ ದಿಗಂತ: [741, 32, 839, 57]
- print-registration-dots-center: [330, 1432, 366, 1451]
- kicker-sep: |: [468, 92, 479, 108]
- sadasya-col3-text: ದೊರೆಯುತ್ತಿಲ್ಲ ಎಂದು ಸದಸ್ಯರು ಅಸಮಾಧಾನ ವ್ಯಕ್ತಪಡಿಸಿದರು. ಸಭೆಯ ಗಮನಕ್ಕೆ ತಾರದೆ ಕಾಮಗಾರಿಗಳಿಗೆ ಟೆಂಡರ್ ಕರೆಯಲಾಗುತ್ತಿದೆ. ಪುರಸಭೆ ಸದಸ್ಯರಿಗೆ ಗೌರವ ನೀಡುತ್ತಿಲ್ಲ. ಇದೇ ರೀತಿ ಮುಂದುವರಿದರೆ ಉಗ್ರ ಹೋರಾಟ ನಡೆಸಲಾಗುವುದು ಎಂದು ಎಚ್ಚರಿಸಿದರು.: [754, 877, 922, 917]
- black-dot: [117, 1440, 124, 1447]
- brief-headline: 5 ಸಾವಿರ ಕೋಟಿ ಸಾಲಕ್ಕೆ ವಿಶ್ವ ಬ್ಯಾಂಕ್ ಅನುಮೋದನೆ: [36, 498, 186, 527]
- lead-col5-text: ಸರ್ವೆ ಅಧಿಕಾರಿಗಳು ಮತ್ತು ಪೊಲೀಸ್ ಅಧಿಕಾರಿಗಳು ಸ್ಥಳಕ್ಕೆ ಬೇಟಿ ನೀಡಿ ಪರಿಶೀಲನೆ ನಡೆಸಿದರು. ರೈತರೊಂದಿಗೆ ಮಾತನಾಡಿದ ಅಧಿಕಾರಿಗಳು ತಾತ್ಕಾಲಿಕವಾಗಿ ಕಾಂಪೌಂಡ್ ನಿರ್ಮಾಣಕ್ಕೆ ತಡೆ ನೀಡಲಾಗಿದೆ. ಫೋಡಿ ಪ್ರಕ್ರಿಯೆ ಪೂರ್ಣಗೊಂಡ ನಂತರ ಮುಂದಿನ ಕ್ರಮ ಕೈಗೊಳ್ಳಲಾಗುವುದು. ಯಾವುದೇ ರೈತರಿಗೆ ಅನ್ಯಾಯವಾಗದಂತೆ ಕ್ರಮ ವಹಿಸಲಾಗುವುದು ಎಂದು ಭರವಸೆ ನೀಡಿದರು.: [572, 421, 742, 482]
- anukumar-col2: [528, 544, 698, 688]
- brief-dateline: ಬೆಂಗಳೂರು:: [28, 857, 57, 865]
- box-title: ಗೊಂದಲವಾದ್ದರಿಂದ ಸಭೆಯಿಂದ ಹೊರ ನಡೆದೆ: [760, 747, 906, 758]
- court-headline-pre: ಸರ್ಕಾರದ ಆದೇಶಕ್ಕೆ: [616, 1164, 782, 1195]
- kicker-part-2: ಸ್ಥಳಕ್ಕೆ ತಹಸೀಲ್ದಾರ್ ಭೇಟಿ, ಪರಿಶೀಲನೆ: [288, 92, 464, 108]
- brief-headline: ನಾಯಿ ಕಚ್ಚಿ 20 ಮಂದಿಗೆ ಗಾಯ: [28, 146, 155, 160]
- lead-kicker: [204, 92, 924, 108]
